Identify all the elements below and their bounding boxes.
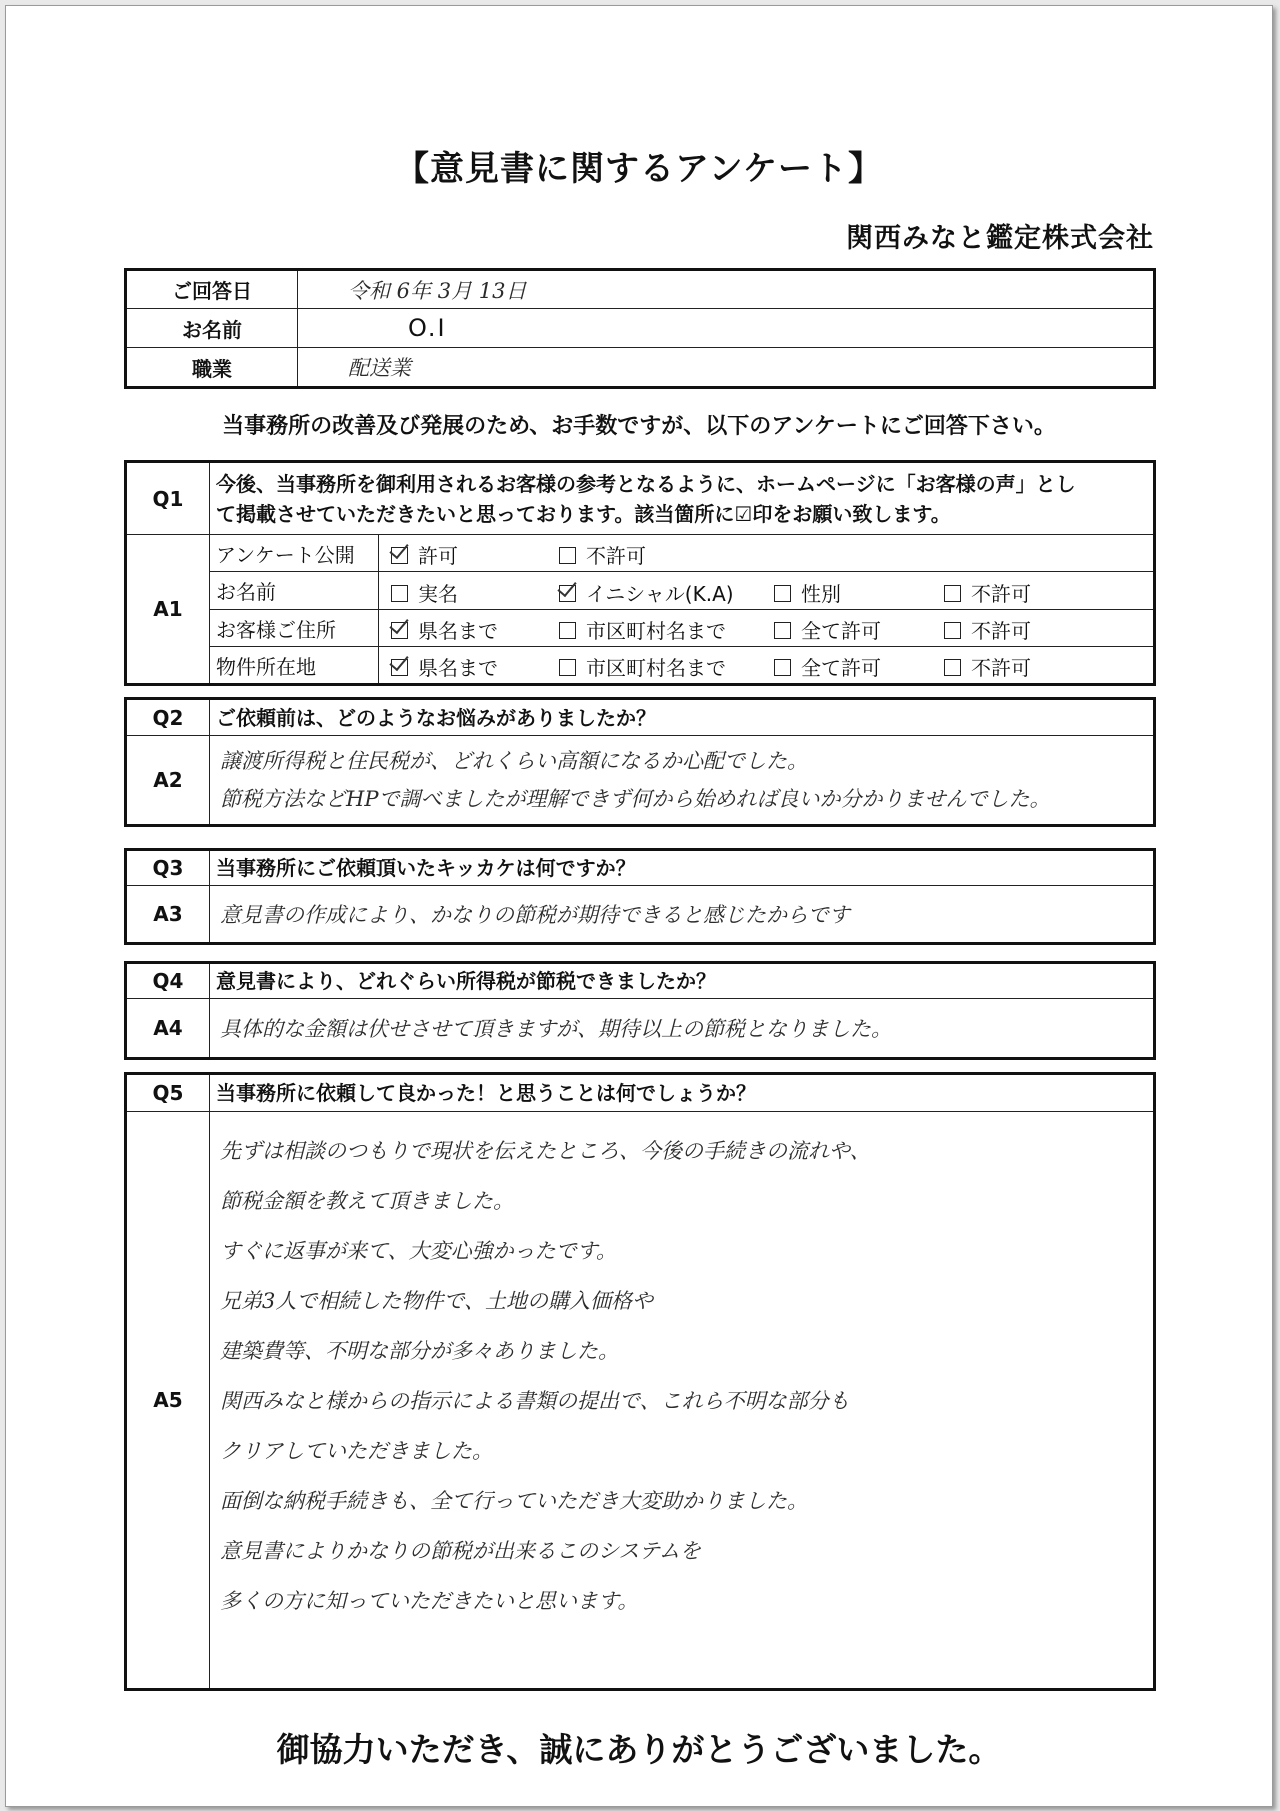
option-label: 不許可	[586, 544, 646, 568]
checkbox-checked-icon[interactable]	[559, 585, 576, 602]
checkbox-icon[interactable]	[944, 585, 961, 602]
checkbox-icon[interactable]	[774, 622, 791, 639]
option-label: 性別	[801, 581, 841, 606]
name-value: O.I	[298, 309, 1155, 348]
option-label: 許可	[418, 544, 458, 568]
q2-table	[124, 697, 1156, 827]
q4-label: Q4	[126, 963, 210, 999]
option-name-initial[interactable]	[559, 578, 734, 607]
a1-options-property	[379, 647, 1155, 685]
answer-line: 意見書によりかなりの節税が出来るこのシステムを	[220, 1539, 701, 1563]
answer-line: 具体的な金額は伏せさせて頂きますが、期待以上の節税となりました。	[220, 1017, 892, 1041]
checkbox-icon[interactable]	[944, 659, 961, 676]
option-label: 市区町村名まで	[586, 619, 726, 643]
option-address-deny[interactable]	[944, 615, 1031, 644]
q1-question	[210, 462, 1155, 535]
answer-line: 建築費等、不明な部分が多々ありました。	[220, 1339, 619, 1363]
option-label: 不許可	[971, 656, 1031, 680]
date-value: 令和 6年 3月 13日	[298, 270, 1155, 309]
option-label: 不許可	[971, 619, 1031, 643]
a1-options-address	[379, 610, 1155, 647]
checkbox-icon[interactable]	[944, 622, 961, 639]
a4-label: A4	[126, 999, 210, 1059]
checkbox-icon[interactable]	[774, 585, 791, 602]
name-label: お名前	[126, 309, 298, 348]
answer-line: 意見書の作成により、かなりの節税が期待できると感じたからです	[220, 903, 850, 927]
option-label: イニシャル(K.A)	[586, 581, 734, 606]
checkbox-icon[interactable]	[559, 547, 576, 564]
option-address-all[interactable]	[774, 615, 881, 644]
q2-label: Q2	[126, 699, 210, 736]
q1-label: Q1	[126, 462, 210, 535]
answer-line: 譲渡所得税と住民税が、どれくらい高額になるか心配でした。	[220, 749, 808, 773]
q5-label: Q5	[126, 1074, 210, 1112]
survey-sheet	[5, 5, 1273, 1807]
checkbox-checked-icon[interactable]	[391, 547, 408, 564]
q3-label: Q3	[126, 850, 210, 886]
job-value: 配送業	[298, 348, 1155, 388]
q2-question: ご依頼前は、どのようなお悩みがありましたか？	[210, 699, 1155, 736]
checkbox-checked-icon[interactable]	[391, 622, 408, 639]
answer-line: 関西みなと様からの指示による書類の提出で、これら不明な部分も	[220, 1389, 850, 1413]
company-name: 関西みなと鑑定株式会社	[846, 223, 1154, 254]
option-property-all[interactable]	[774, 652, 881, 681]
answer-line: 節税方法などHPで調べましたが理解できず何から始めれば良いか分かりませんでした。	[220, 787, 1051, 811]
option-publish-allow[interactable]	[391, 540, 458, 569]
answer-line: クリアしていただきました。	[220, 1439, 493, 1463]
a1-row-label: お名前	[210, 572, 379, 610]
q1-question-line: 今後、当事務所を御利用されるお客様の参考となるように、ホームページに「お客様の声」とし	[216, 471, 1076, 496]
respondent-info-table	[124, 268, 1156, 389]
checkbox-checked-icon[interactable]	[391, 659, 408, 676]
a5-answer	[210, 1112, 1155, 1690]
option-label: 県名まで	[418, 656, 498, 680]
checkbox-icon[interactable]	[391, 585, 408, 602]
q1-table	[124, 460, 1156, 686]
q1-question-line: て掲載させていただきたいと思っております。該当箇所に☑印をお願い致します。	[216, 501, 951, 526]
option-name-deny[interactable]	[944, 578, 1031, 607]
a1-options-publish	[379, 535, 1155, 572]
answer-line: 兄弟3人で相続した物件で、土地の購入価格や	[220, 1289, 653, 1313]
q4-question: 意見書により、どれぐらい所得税が節税できましたか？	[210, 963, 1155, 999]
option-label: 不許可	[971, 581, 1031, 606]
a3-answer	[210, 886, 1155, 944]
page-title: 【意見書に関するアンケート】	[395, 149, 883, 189]
option-label: 実名	[418, 581, 458, 606]
a1-label: A1	[126, 535, 210, 685]
a2-answer	[210, 736, 1155, 826]
date-label: ご回答日	[126, 270, 298, 309]
a1-row-label: お客様ご住所	[210, 610, 379, 647]
checkbox-icon[interactable]	[559, 659, 576, 676]
option-address-prefecture[interactable]	[391, 615, 498, 644]
answer-line: 節税金額を教えて頂きました。	[220, 1189, 514, 1213]
a1-options-name	[379, 572, 1155, 610]
q5-table	[124, 1072, 1156, 1691]
answer-line: 先ずは相談のつもりで現状を伝えたところ、今後の手続きの流れや、	[220, 1139, 871, 1163]
option-label: 県名まで	[418, 619, 498, 643]
checkbox-icon[interactable]	[774, 659, 791, 676]
q5-question: 当事務所に依頼して良かった！と思うことは何でしょうか？	[210, 1074, 1155, 1112]
option-label: 市区町村名まで	[586, 656, 726, 680]
option-property-city[interactable]	[559, 652, 726, 681]
q3-table	[124, 848, 1156, 945]
option-property-prefecture[interactable]	[391, 652, 498, 681]
option-name-real[interactable]	[391, 578, 458, 607]
a2-label: A2	[126, 736, 210, 826]
a1-row-label: 物件所在地	[210, 647, 379, 685]
option-publish-deny[interactable]	[559, 540, 646, 569]
closing-message: 御協力いただき、誠にありがとうございました。	[276, 1730, 1002, 1769]
answer-line: 多くの方に知っていただきたいと思います。	[220, 1589, 639, 1613]
q4-table	[124, 961, 1156, 1060]
a3-label: A3	[126, 886, 210, 944]
option-property-deny[interactable]	[944, 652, 1031, 681]
answer-line: すぐに返事が来て、大変心強かったです。	[220, 1239, 617, 1263]
answer-line: 面倒な納税手続きも、全て行っていただき大変助かりました。	[220, 1489, 808, 1513]
job-label: 職業	[126, 348, 298, 388]
intro-text: 当事務所の改善及び発展のため、お手数ですが、以下のアンケートにご回答下さい。	[222, 414, 1056, 439]
q3-question: 当事務所にご依頼頂いたキッカケは何ですか？	[210, 850, 1155, 886]
a4-answer	[210, 999, 1155, 1059]
a1-row-label: アンケート公開	[210, 535, 379, 572]
option-label: 全て許可	[801, 619, 881, 643]
option-label: 全て許可	[801, 656, 881, 680]
option-address-city[interactable]	[559, 615, 726, 644]
checkbox-icon[interactable]	[559, 622, 576, 639]
a5-label: A5	[126, 1112, 210, 1690]
option-name-gender[interactable]	[774, 578, 841, 607]
